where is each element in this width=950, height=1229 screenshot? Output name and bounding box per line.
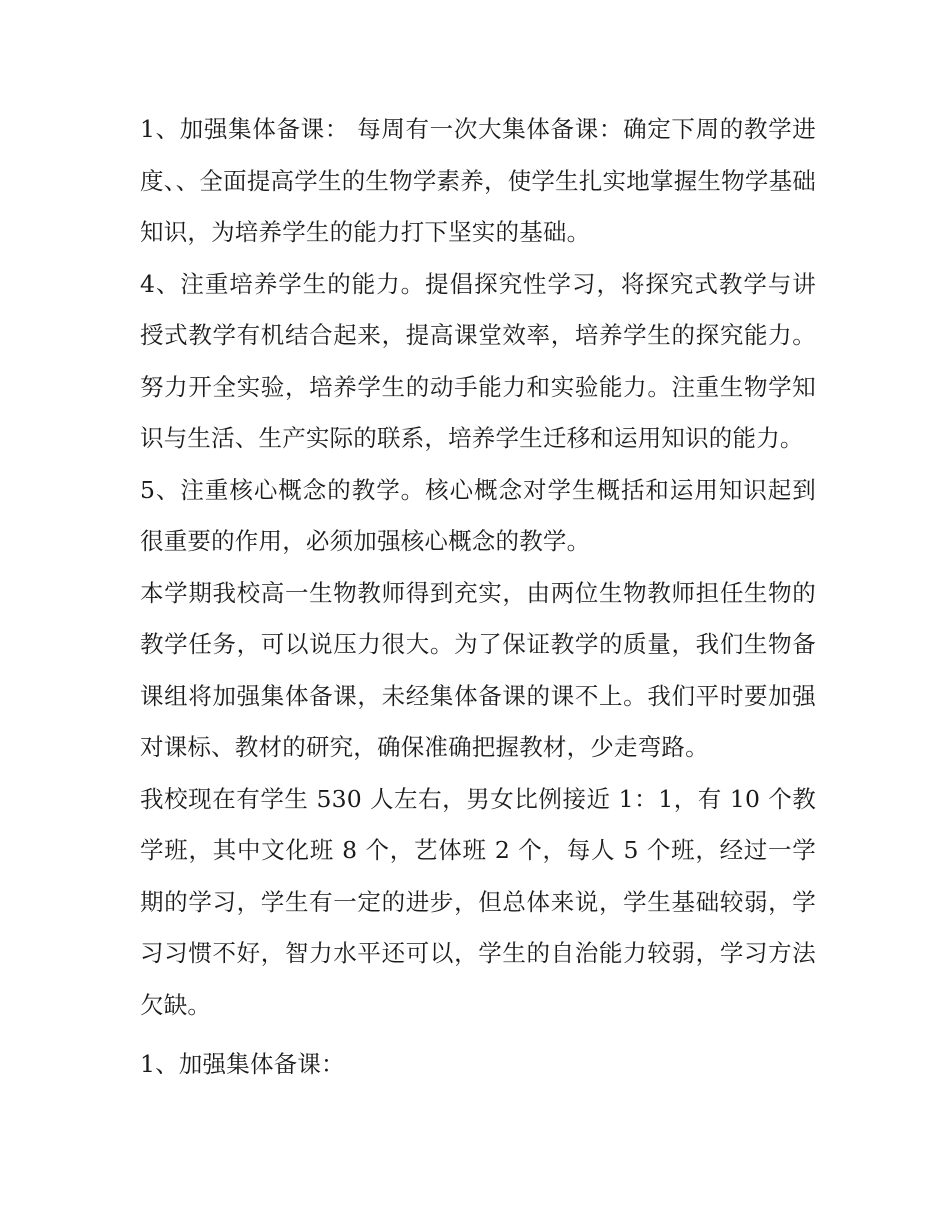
document-body: [140, 104, 816, 1091]
paragraph-teacher-staffing: 本学期我校高一生物教师得到充实，由两位生物教师担任生物的教学任务，可以说压力很大。为了保证教学的质量，我们生物备课组将加强集体备课，未经集体备课的课不上。我们平时要加强对课标、教材的研究，确保准确把握教材，少走弯路。: [140, 578, 816, 761]
paragraph-heading-collective-prep: 1、加强集体备课：: [140, 1050, 345, 1078]
paragraph-collective-lesson-prep: 1、加强集体备课： 每周有一次大集体备课：确定下周的教学进度、、全面提高学生的生物学素养，使学生扎实地掌握生物学基础知识，为培养学生的能力打下坚实的基础。: [140, 115, 816, 246]
paragraph-student-situation: 我校现在有学生 530 人左右，男女比例接近 1：1，有 10 个教学班，其中文化班 8 个，艺体班 2 个，每人 5 个班，经过一学期的学习，学生有一定的进步，但总体来说，学生基础较弱，学习习惯不好，智力水平还可以，学生的自治能力较弱，学习方法欠缺。: [140, 784, 816, 1019]
paragraph-core-concepts: 5、注重核心概念的教学。核心概念对学生概括和运用知识起到很重要的作用，必须加强核心概念的教学。: [140, 475, 816, 555]
paragraph-ability-training: 4、注重培养学生的能力。提倡探究性学习，将探究式教学与讲授式教学有机结合起来，提高课堂效率，培养学生的探究能力。努力开全实验，培养学生的动手能力和实验能力。注重生物学知识与生活、生产实际的联系，培养学生迁移和运用知识的能力。: [140, 269, 816, 452]
